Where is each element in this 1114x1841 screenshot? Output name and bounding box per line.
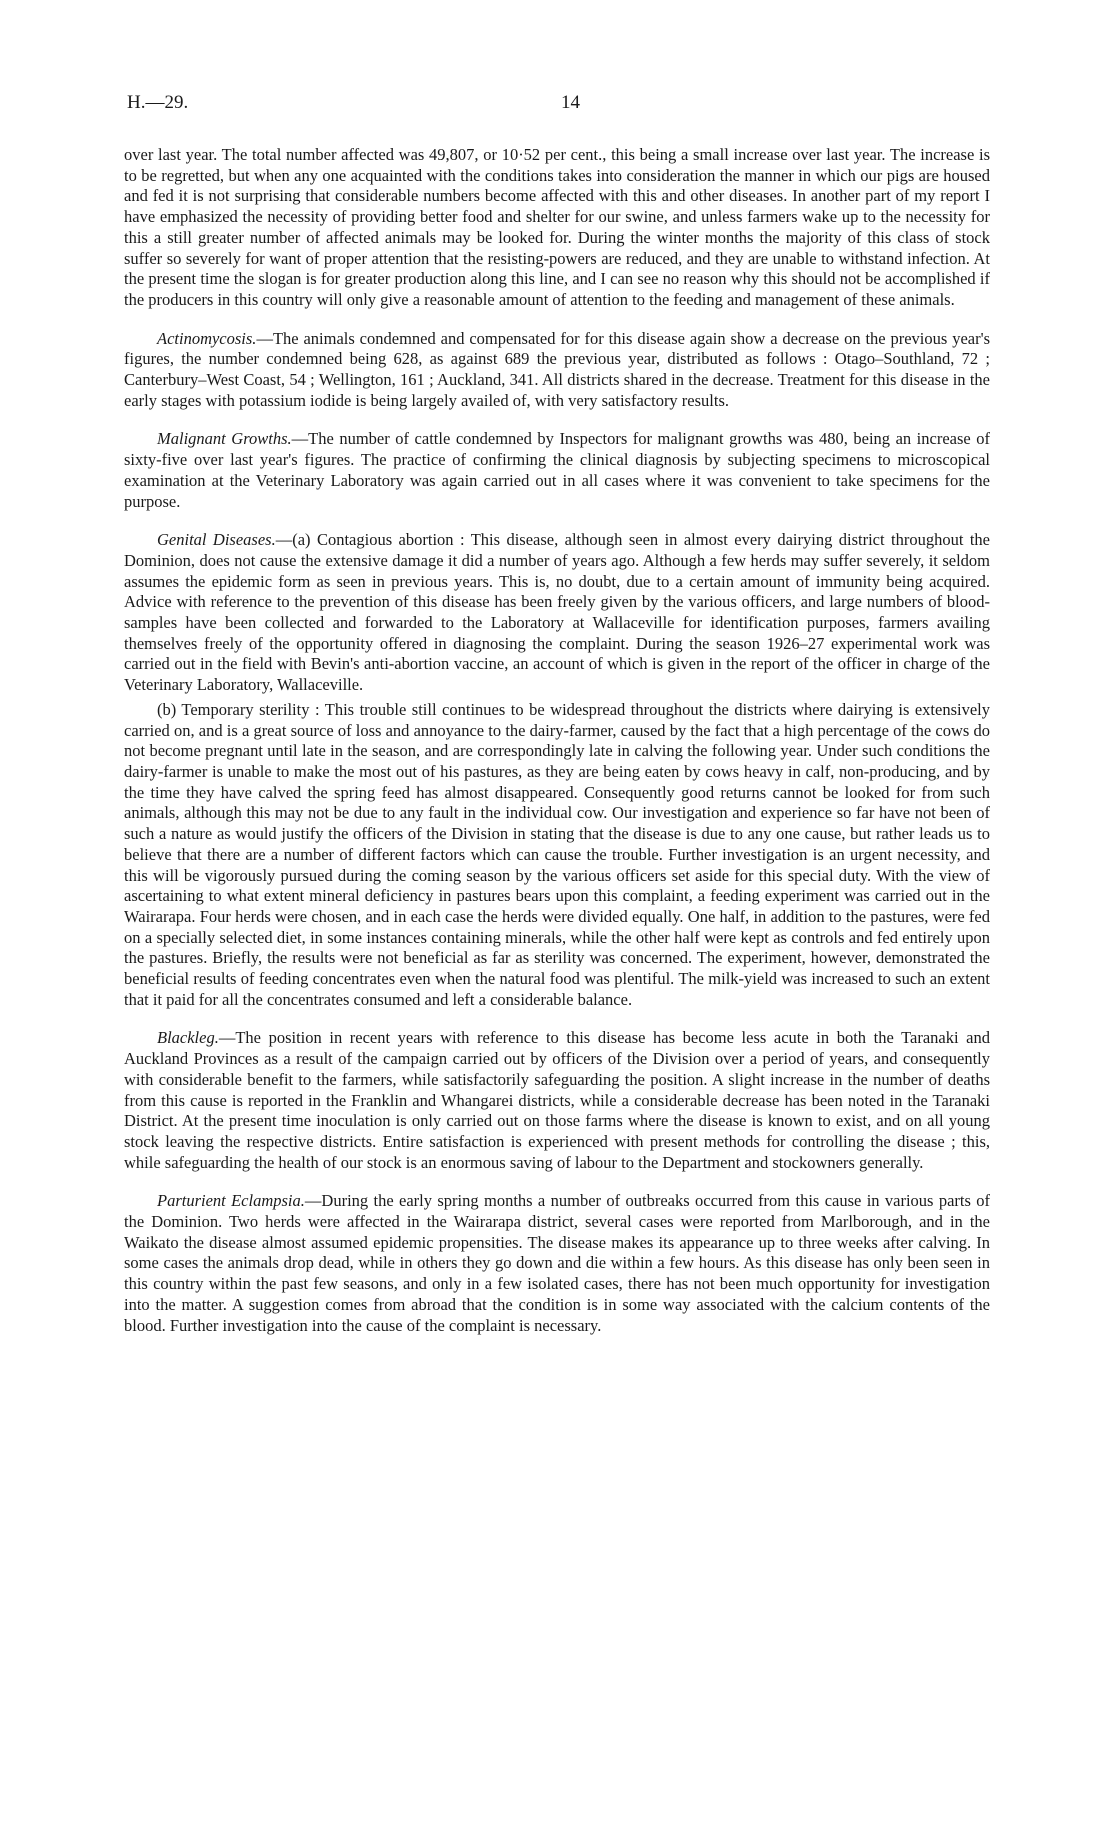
- paragraph-text: —The position in recent years with reference to this disease has become less acute in both the Taranaki and Auckland Provinces as a result of the campaign carried out by officers of the Division over a period of years, and consequently with considerable benefit to the farmers, while satisfactorily safeguarding the position. A slight increase in the number of deaths from this cause is reported in the Franklin and Whangarei districts, while a considerable decrease has been noted in the Taranaki District. At the present time inoculation is only carried out on those farms where the disease is known to exist, and on all young stock leaving the respective districts. Entire satisfaction is experienced with present methods for controlling the disease ; this, while safeguarding the health of our stock is an enormous saving of labour to the Department and stockowners generally.: [124, 1028, 990, 1172]
- paragraph-parturient-eclampsia: [124, 1191, 990, 1336]
- section-heading: Actinomycosis.: [157, 328, 257, 348]
- section-heading: Blackleg.: [157, 1028, 219, 1048]
- paragraph-text: —The number of cattle condemned by Inspectors for malignant growths was 480, being an increase of sixty-five over last year's figures. The practice of confirming the clinical diagnosis by subjecting specimens to microscopical examination at the Veterinary Laboratory was again carried out in all cases where it was convenient to take specimens for the purpose.: [124, 429, 991, 511]
- section-heading: Genital Diseases.: [157, 530, 276, 550]
- paragraph-temporary-sterility: [124, 700, 990, 1011]
- section-heading: Parturient Eclampsia.: [157, 1191, 305, 1211]
- paragraph-actinomycosis: [124, 329, 990, 412]
- section-heading: Malignant Growths.: [157, 429, 292, 449]
- report-body: [124, 145, 990, 1354]
- document-reference: H.—29.: [127, 92, 189, 113]
- paragraph-blackleg: [124, 1028, 990, 1173]
- page-number: 14: [561, 92, 580, 113]
- paragraph-text: —The animals condemned and compensated for for this disease again show a decrease on the previous year's figures, the number condemned being 628, as against 689 the previous year, distributed as follows : Otago–Southland, 72 ; Canterbury–West Coast, 54 ; Wellington, 161 ; Auckland, 341. All districts shared in the decrease. Treatment for this disease in the early stages with potassium iodide is being largely availed of, with very satisfactory results.: [124, 328, 990, 410]
- paragraph-text: —During the early spring months a number of outbreaks occurred from this cause in various parts of the Dominion. Two herds were affected in the Wairarapa district, several cases were reported from Marlborough, and in the Waikato the disease almost assumed epidemic propensities. The disease makes its appearance up to three weeks after calving. In some cases the animals drop dead, while in others they go down and die within a few hours. As this disease has only been seen in this country within the past few seasons, and only in a few isolated cases, there has not been much opportunity for investigation into the matter. A suggestion comes from abroad that the condition is in some way associated with the calcium contents of the blood. Further investigation into the cause of the complaint is necessary.: [124, 1191, 991, 1335]
- paragraph-text: over last year. The total number affected was 49,807, or 10·52 per cent., this being a small increase over last year. The increase is to be regretted, but when any one acquainted with the conditions takes into consideration the manner in which our pigs are housed and fed it is not surprising that considerable numbers become affected with this and other diseases. In another part of my report I have emphasized the necessity of providing better food and shelter for our swine, and unless farmers wake up to the necessity for this a still greater number of affected animals may be looked for. During the winter months the majority of this class of stock suffer so severely for want of proper attention that the resisting-powers are reduced, and they are unable to withstand infection. At the present time the slogan is for greater production along this line, and I can see no reason why this should not be accomplished if the producers in this country will only give a reasonable amount of attention to the feeding and management of these animals.: [124, 145, 990, 309]
- paragraph-text: (b) Temporary sterility : This trouble still continues to be widespread throughout the districts where dairying is extensively carried on, and is a great source of loss and annoyance to the dairy-farmer, caused by the fact that a high percentage of the cows do not become pregnant until late in the season, and are correspondingly late in calving the following year. Under such conditions the dairy-farmer is unable to make the most out of his pastures, as they are being eaten by cows heavy in calf, non-producing, and by the time they have calved the spring feed has almost disappeared. Consequently good returns cannot be looked for from such animals, although this may not be due to any fault in the individual cow. Our investigation and experience so far have not been of such a nature as would justify the officers of the Division in stating that the disease is due to any one cause, but rather leads us to believe that there are a number of different factors which can cause the trouble. Further investigation is an urgent necessity, and this will be vigorously pursued during the coming season by the various officers set aside for this special duty. With the view of ascertaining to what extent mineral deficiency in pastures bears upon this complaint, a feeding experiment was carried out in the Wairarapa. Four herds were chosen, and in each case the herds were divided equally. One half, in addition to the pastures, were fed on a specially selected diet, in some instances containing minerals, while the other half were kept as controls and fed entirely upon the pastures. Briefly, the results were not beneficial as far as sterility was concerned. The experiment, however, demonstrated the beneficial results of feeding concentrates even when the natural food was plentiful. The milk-yield was increased to such an extent that it paid for all the concentrates consumed and left a considerable balance.: [124, 699, 990, 1009]
- page-header: [127, 92, 987, 122]
- paragraph-genital-diseases: [124, 530, 990, 696]
- paragraph-malignant-growths: [124, 429, 990, 512]
- paragraph-swine: [124, 145, 990, 311]
- paragraph-text: —(a) Contagious abortion : This disease, although seen in almost every dairying district throughout the Dominion, does not cause the extensive damage it did a number of years ago. Although a few herds may suffer severely, it seldom assumes the epidemic form as seen in previous years. This is, no doubt, due to a certain amount of immunity being acquired. Advice with reference to the prevention of this disease has been freely given by the various officers, and large numbers of blood-samples have been collected and forwarded to the Laboratory at Wallaceville for identification purposes, farmers availing themselves freely of the opportunity offered in diagnosing the complaint. During the season 1926–27 experimental work was carried out in the field with Bevin's anti-abortion vaccine, an account of which is given in the report of the officer in charge of the Veterinary Laboratory, Wallaceville.: [124, 530, 991, 695]
